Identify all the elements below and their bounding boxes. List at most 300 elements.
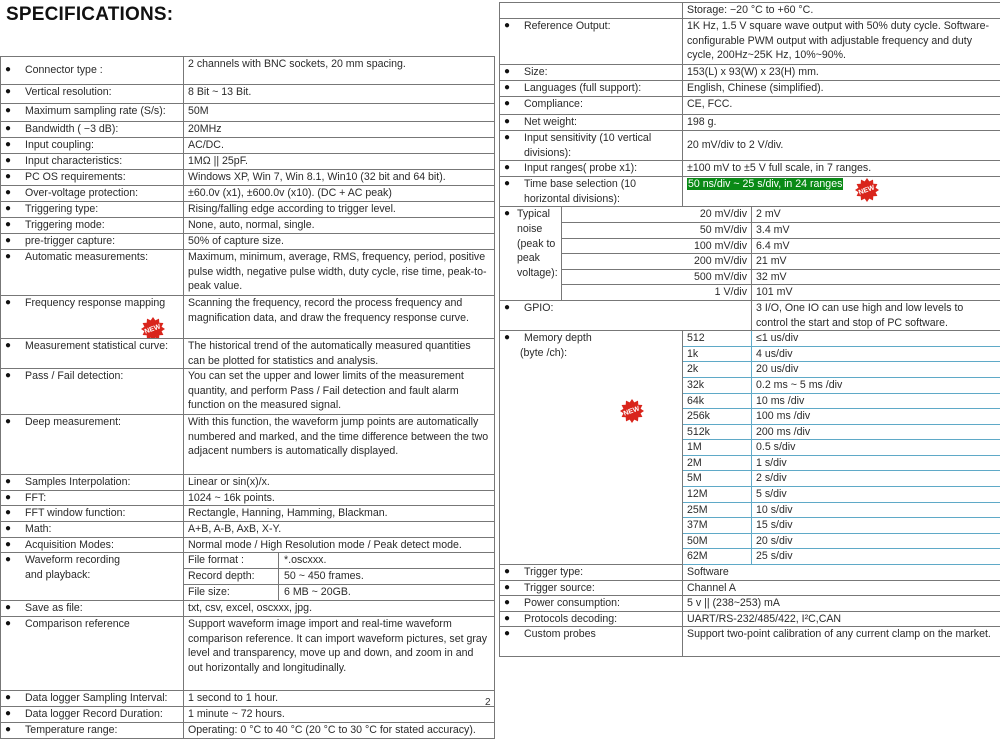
spec-row <box>500 161 1000 177</box>
memory-label <box>524 331 592 360</box>
label-wrap <box>5 202 179 217</box>
spec-label-cell <box>1 490 184 506</box>
memory-timebase: 10 s/div <box>752 502 1000 518</box>
spec-row <box>500 97 1000 115</box>
spec-label: Temperature range: <box>25 723 117 738</box>
spec-label-cell <box>500 565 683 581</box>
spec-label: Samples Interpolation: <box>25 475 130 490</box>
spec-label: Pass / Fail detection: <box>25 369 123 384</box>
spec-label-cell <box>500 19 683 65</box>
bullet-icon: ● <box>5 296 25 311</box>
memory-label-line2: (byte /ch): <box>520 346 592 361</box>
memory-depth: 1M <box>683 440 752 456</box>
spec-value: None, auto, normal, single. <box>184 218 495 234</box>
bullet-icon: ● <box>504 65 524 80</box>
spec-row <box>500 177 1000 207</box>
spec-value: Rising/falling edge according to trigger level. <box>184 202 495 218</box>
memory-depth: 5M <box>683 471 752 487</box>
spec-label: Time base selection (10 horizontal divisions): <box>524 177 674 206</box>
spec-row <box>1 85 495 104</box>
spec-row <box>1 234 495 250</box>
label-wrap <box>5 691 179 706</box>
waveform-sub-cell <box>184 585 495 601</box>
waveform-row <box>1 553 495 569</box>
spec-label: Over-voltage protection: <box>25 186 138 201</box>
spec-value: You can set the upper and lower limits of the measurement quantity, and perform Pass / Fail detection and fault alarm function on the measured signal. <box>184 369 495 415</box>
label-wrap <box>504 115 678 130</box>
spec-label: Size: <box>524 65 674 80</box>
spec-label: Connector type : <box>25 63 103 78</box>
bullet-icon: ● <box>5 538 25 553</box>
label-wrap <box>504 65 678 80</box>
bullet-icon: ● <box>5 415 25 430</box>
waveform-value: *.oscxxx. <box>279 553 326 568</box>
spec-value: UART/RS-232/485/422, I²C,CAN <box>683 611 1000 627</box>
memory-row <box>500 331 1000 347</box>
memory-timebase: 4 us/div <box>752 346 1000 362</box>
spec-label-cell <box>1 707 184 723</box>
bullet-icon: ● <box>5 138 25 153</box>
bullet-icon: ● <box>5 234 25 249</box>
noise-value: 21 mV <box>752 254 1000 270</box>
new-badge-icon <box>620 399 644 423</box>
bullet-icon: ● <box>504 612 524 627</box>
memory-timebase: 200 ms /div <box>752 424 1000 440</box>
spec-label-cell <box>1 537 184 553</box>
spec-label: Data logger Sampling Interval: <box>25 691 168 706</box>
memory-depth: 37M <box>683 518 752 534</box>
noise-row <box>500 222 1000 238</box>
spec-value-highlighted: 50 ns/div ~ 25 s/div, in 24 ranges <box>687 178 843 190</box>
spec-value: 50M <box>184 104 495 122</box>
noise-value: 6.4 mV <box>752 238 1000 254</box>
spec-label-cell <box>500 627 683 657</box>
spec-label: Frequency response mapping <box>25 296 165 311</box>
noise-row <box>500 285 1000 301</box>
bullet-icon: ● <box>5 104 25 119</box>
spec-row <box>1 723 495 739</box>
label-wrap <box>504 161 678 176</box>
label-wrap <box>5 186 179 201</box>
memory-depth: 1k <box>683 346 752 362</box>
spec-label-cell <box>1 186 184 202</box>
bullet-icon: ● <box>5 369 25 384</box>
spec-label-cell <box>1 723 184 739</box>
spec-value: 3 I/O, One IO can use high and low levels to control the start and stop of PC software. <box>752 300 1000 330</box>
bullet-icon: ● <box>504 596 524 611</box>
spec-row <box>1 186 495 202</box>
spec-value: Linear or sin(x)/x. <box>184 475 495 491</box>
spec-row <box>1 537 495 553</box>
waveform-sub <box>184 569 494 584</box>
memory-depth: 12M <box>683 487 752 503</box>
memory-depth: 32k <box>683 377 752 393</box>
bullet-icon: ● <box>5 85 25 100</box>
bullet-icon: ● <box>504 97 524 112</box>
spec-label-cell <box>1 234 184 250</box>
label-wrap <box>5 617 179 632</box>
noise-row <box>500 238 1000 254</box>
spec-row <box>1 57 495 85</box>
bullet-icon: ● <box>504 207 517 280</box>
spec-label: Waveform recording and playback: <box>25 553 135 582</box>
spec-label: Typical noise (peak to peak voltage): <box>517 207 557 280</box>
spec-label: Custom probes <box>524 627 596 642</box>
spec-value: ±100 mV to ±5 V full scale, in 7 ranges. <box>683 161 1000 177</box>
spec-value: ±60.0v (x1), ±600.0v (x10). (DC + AC peak) <box>184 186 495 202</box>
new-badge-icon <box>855 178 879 202</box>
noise-row <box>500 254 1000 270</box>
label-wrap <box>5 85 179 100</box>
bullet-icon: ● <box>5 553 25 582</box>
spec-row <box>1 506 495 522</box>
spec-value: English, Chinese (simplified). <box>683 81 1000 97</box>
memory-depth: 512k <box>683 424 752 440</box>
spec-label: Bandwidth ( −3 dB): <box>25 122 118 137</box>
bullet-icon: ● <box>5 186 25 201</box>
label-wrap <box>5 170 179 185</box>
waveform-key: File size: <box>184 585 279 600</box>
memory-timebase: 20 us/div <box>752 362 1000 378</box>
label-wrap <box>5 601 179 616</box>
label-wrap <box>504 19 678 34</box>
label-wrap <box>5 475 179 490</box>
spec-label: Math: <box>25 522 52 537</box>
spec-label: Compliance: <box>524 97 674 112</box>
waveform-value: 6 MB ~ 20GB. <box>279 585 351 600</box>
label-wrap <box>5 63 179 78</box>
bullet-icon: ● <box>504 627 524 642</box>
spec-label: Trigger source: <box>524 581 595 596</box>
spec-label: Input coupling: <box>25 138 94 153</box>
spec-value: Maximum, minimum, average, RMS, frequency, period, positive pulse width, negative pulse width, duty cycle, rise time, peak-to-peak value. <box>184 250 495 296</box>
spec-label: PC OS requirements: <box>25 170 126 185</box>
spec-label-cell <box>500 580 683 596</box>
spec-value: 20 mV/div to 2 V/div. <box>683 131 1000 161</box>
spec-label-cell <box>500 65 683 81</box>
spec-value: 1K Hz, 1.5 V square wave output with 50% duty cycle. Software-configurable PWM output with adjustable frequency and duty cycle, 200Hz~25K Hz, 10%~90%. <box>683 19 1000 65</box>
noise-value: 32 mV <box>752 269 1000 285</box>
spec-label-cell <box>500 81 683 97</box>
spec-row <box>500 115 1000 131</box>
spec-row <box>1 475 495 491</box>
memory-timebase: 0.2 ms ~ 5 ms /div <box>752 377 1000 393</box>
spec-label: Maximum sampling rate (S/s): <box>25 104 166 119</box>
label-wrap <box>504 627 678 642</box>
memory-depth: 256k <box>683 409 752 425</box>
spec-label-cell <box>1 506 184 522</box>
memory-timebase: 10 ms /div <box>752 393 1000 409</box>
spec-value: 1 second to 1 hour. <box>184 691 495 707</box>
spec-row <box>1 707 495 723</box>
spec-label: Protocols decoding: <box>524 612 617 627</box>
label-wrap <box>504 581 678 596</box>
spec-row <box>1 170 495 186</box>
spec-label: Power consumption: <box>524 596 620 611</box>
label-wrap <box>5 296 179 311</box>
spec-label-cell <box>1 154 184 170</box>
label-wrap <box>5 234 179 249</box>
label-wrap <box>504 301 747 316</box>
memory-timebase: 25 s/div <box>752 549 1000 565</box>
waveform-sub-cell <box>184 553 495 569</box>
bullet-icon: ● <box>5 617 25 632</box>
spec-row <box>1 250 495 296</box>
label-wrap <box>5 491 179 506</box>
spec-label-cell <box>500 300 752 330</box>
bullet-icon: ● <box>504 301 524 316</box>
spec-row <box>1 601 495 617</box>
label-wrap <box>5 339 179 354</box>
spec-value: 1024 ~ 16k points. <box>184 490 495 506</box>
spec-value: 20MHz <box>184 122 495 138</box>
timebase-value-cell <box>683 177 1000 207</box>
label-wrap <box>504 565 678 580</box>
spec-value: AC/DC. <box>184 138 495 154</box>
noise-range: 500 mV/div <box>562 269 752 285</box>
spec-value: 153(L) x 93(W) x 23(H) mm. <box>683 65 1000 81</box>
spec-label-cell <box>500 611 683 627</box>
spec-value: Software <box>683 565 1000 581</box>
new-badge-icon <box>141 317 165 339</box>
spec-label-cell <box>1 617 184 691</box>
spec-row <box>500 565 1000 581</box>
spec-row <box>500 627 1000 657</box>
label-wrap <box>5 122 179 137</box>
noise-range: 1 V/div <box>562 285 752 301</box>
memory-depth: 2k <box>683 362 752 378</box>
spec-row <box>1 138 495 154</box>
memory-timebase: 1 s/div <box>752 455 1000 471</box>
label-wrap <box>504 207 557 280</box>
spec-label-cell <box>500 177 683 207</box>
spec-value: txt, csv, excel, oscxxx, jpg. <box>184 601 495 617</box>
spec-label: Acquisition Modes: <box>25 538 114 553</box>
spec-label: FFT window function: <box>25 506 126 521</box>
waveform-key: Record depth: <box>184 569 279 584</box>
bullet-icon: ● <box>5 506 25 521</box>
spec-label: Deep measurement: <box>25 415 121 430</box>
waveform-value: 50 ~ 450 frames. <box>279 569 364 584</box>
bullet-icon: ● <box>5 475 25 490</box>
bullet-icon: ● <box>5 691 25 706</box>
spec-row <box>1 154 495 170</box>
waveform-sub-cell <box>184 569 495 585</box>
spec-label: Input ranges( probe x1): <box>524 161 674 176</box>
memory-depth: 50M <box>683 533 752 549</box>
spec-value: A+B, A-B, AxB, X-Y. <box>184 521 495 537</box>
bullet-icon: ● <box>5 339 25 354</box>
spec-value: 1 minute ~ 72 hours. <box>184 707 495 723</box>
spec-label-cell <box>500 596 683 612</box>
spec-label-cell <box>500 161 683 177</box>
spec-label: GPIO: <box>524 301 553 316</box>
spec-label-cell <box>1 138 184 154</box>
waveform-key: File format : <box>184 553 279 568</box>
noise-range: 200 mV/div <box>562 254 752 270</box>
spec-label-cell <box>1 415 184 475</box>
spec-label-cell <box>1 202 184 218</box>
label-wrap <box>5 415 179 430</box>
spec-row <box>500 3 1000 19</box>
spec-label-cell <box>500 131 683 161</box>
spec-label: Measurement statistical curve: <box>25 339 168 354</box>
spec-label-cell <box>1 104 184 122</box>
spec-row <box>500 131 1000 161</box>
spec-row <box>1 202 495 218</box>
memory-depth: 62M <box>683 549 752 565</box>
spec-label-cell <box>1 475 184 491</box>
bullet-icon: ● <box>5 522 25 537</box>
spec-table-right <box>499 2 1000 657</box>
bullet-icon: ● <box>504 581 524 596</box>
spec-row <box>1 122 495 138</box>
spec-row <box>1 691 495 707</box>
bullet-icon: ● <box>5 63 25 78</box>
spec-label-cell <box>1 250 184 296</box>
spec-value: 198 g. <box>683 115 1000 131</box>
new-badge-text: NEW <box>139 319 167 338</box>
bullet-icon: ● <box>5 707 25 722</box>
bullet-icon: ● <box>5 202 25 217</box>
label-wrap <box>5 138 179 153</box>
spec-table-left <box>0 56 495 739</box>
spec-label-cell <box>1 691 184 707</box>
spec-value: Storage: −20 °C to +60 °C. <box>683 3 1000 19</box>
new-badge-text: NEW <box>853 181 881 203</box>
noise-range: 20 mV/div <box>562 207 752 223</box>
noise-row <box>500 207 1000 223</box>
spec-row <box>1 521 495 537</box>
label-wrap <box>5 506 179 521</box>
spec-row <box>1 296 495 339</box>
memory-timebase: 0.5 s/div <box>752 440 1000 456</box>
spec-label: Input sensitivity (10 vertical divisions): <box>524 131 674 160</box>
spec-label: Trigger type: <box>524 565 583 580</box>
bullet-icon: ● <box>504 177 524 206</box>
spec-label-cell <box>1 521 184 537</box>
label-wrap <box>504 97 678 112</box>
memory-timebase: 5 s/div <box>752 487 1000 503</box>
noise-range: 50 mV/div <box>562 222 752 238</box>
bullet-icon: ● <box>504 131 524 160</box>
spec-value: Normal mode / High Resolution mode / Peak detect mode. <box>184 537 495 553</box>
spec-row <box>500 81 1000 97</box>
label-wrap <box>504 612 678 627</box>
label-wrap <box>5 522 179 537</box>
spec-label: Reference Output: <box>524 19 674 34</box>
spec-label-cell <box>500 115 683 131</box>
spec-value: 5 v || (238~253) mA <box>683 596 1000 612</box>
bullet-icon: ● <box>504 81 524 96</box>
bullet-icon: ● <box>5 154 25 169</box>
spec-label-cell <box>1 122 184 138</box>
spec-label-cell <box>1 339 184 369</box>
noise-value: 2 mV <box>752 207 1000 223</box>
spec-value: Support two-point calibration of any current clamp on the market. <box>683 627 1000 657</box>
spec-row <box>1 218 495 234</box>
bullet-icon: ● <box>5 601 25 616</box>
spec-value: 50% of capture size. <box>184 234 495 250</box>
memory-depth: 25M <box>683 502 752 518</box>
bullet-icon: ● <box>504 565 524 580</box>
spec-label: Net weight: <box>524 115 674 130</box>
spec-value: Rectangle, Hanning, Hamming, Blackman. <box>184 506 495 522</box>
empty-cell <box>500 3 683 19</box>
label-wrap <box>5 104 179 119</box>
spec-value: Scanning the frequency, record the process frequency and magnification data, and draw the frequency response curve. <box>184 296 495 339</box>
spec-label-cell <box>1 369 184 415</box>
page-number: 2 <box>485 697 491 708</box>
memory-timebase: 2 s/div <box>752 471 1000 487</box>
label-wrap <box>5 250 179 265</box>
bullet-icon: ● <box>5 491 25 506</box>
spec-value: 1MΩ || 25pF. <box>184 154 495 170</box>
label-wrap <box>5 538 179 553</box>
spec-label: pre-trigger capture: <box>25 234 115 249</box>
spec-row <box>500 65 1000 81</box>
spec-label-cell <box>500 207 562 301</box>
spec-value: 2 channels with BNC sockets, 20 mm spacing. <box>184 57 495 85</box>
bullet-icon: ● <box>5 218 25 233</box>
memory-timebase: 20 s/div <box>752 533 1000 549</box>
memory-label-line1: Memory depth <box>524 331 592 346</box>
spec-row <box>500 19 1000 65</box>
label-wrap <box>5 707 179 722</box>
spec-value: Support waveform image import and real-time waveform comparison reference. It can import waveform pictures, set gray level and transparency, move up and down, and zoom in and out horizontally and longitudinally. <box>184 617 495 691</box>
memory-label-cell <box>500 331 683 565</box>
label-wrap <box>5 723 179 738</box>
spec-label-cell <box>1 296 184 339</box>
memory-depth: 64k <box>683 393 752 409</box>
memory-timebase: ≤1 us/div <box>752 331 1000 347</box>
spec-label: Data logger Record Duration: <box>25 707 163 722</box>
spec-label-cell <box>1 553 184 601</box>
new-badge-text: NEW <box>618 401 646 423</box>
label-wrap <box>504 596 678 611</box>
spec-label: Vertical resolution: <box>25 85 112 100</box>
spec-row <box>500 300 1000 330</box>
bullet-icon: ● <box>504 161 524 176</box>
memory-timebase: 100 ms /div <box>752 409 1000 425</box>
spec-label: FFT: <box>25 491 46 506</box>
waveform-sub <box>184 553 494 568</box>
spec-label-cell <box>1 218 184 234</box>
spec-row <box>500 580 1000 596</box>
label-wrap <box>5 154 179 169</box>
spec-label: Input characteristics: <box>25 154 122 169</box>
spec-value: Windows XP, Win 7, Win 8.1, Win10 (32 bit and 64 bit). <box>184 170 495 186</box>
bullet-icon: ● <box>5 170 25 185</box>
spec-label-cell <box>1 85 184 104</box>
bullet-icon: ● <box>504 331 524 360</box>
noise-row <box>500 269 1000 285</box>
spec-value: The historical trend of the automatically measured quantities can be plotted for statistics and analysis. <box>184 339 495 369</box>
label-wrap <box>5 369 179 384</box>
spec-row <box>1 617 495 691</box>
spec-row <box>1 415 495 475</box>
bullet-icon: ● <box>5 723 25 738</box>
spec-value: Channel A <box>683 580 1000 596</box>
spec-row <box>1 104 495 122</box>
spec-label: Triggering type: <box>25 202 98 217</box>
spec-value: 8 Bit ~ 13 Bit. <box>184 85 495 104</box>
spec-row <box>500 596 1000 612</box>
memory-depth: 512 <box>683 331 752 347</box>
noise-value: 101 mV <box>752 285 1000 301</box>
spec-label-cell <box>1 601 184 617</box>
spec-label-cell <box>1 57 184 85</box>
